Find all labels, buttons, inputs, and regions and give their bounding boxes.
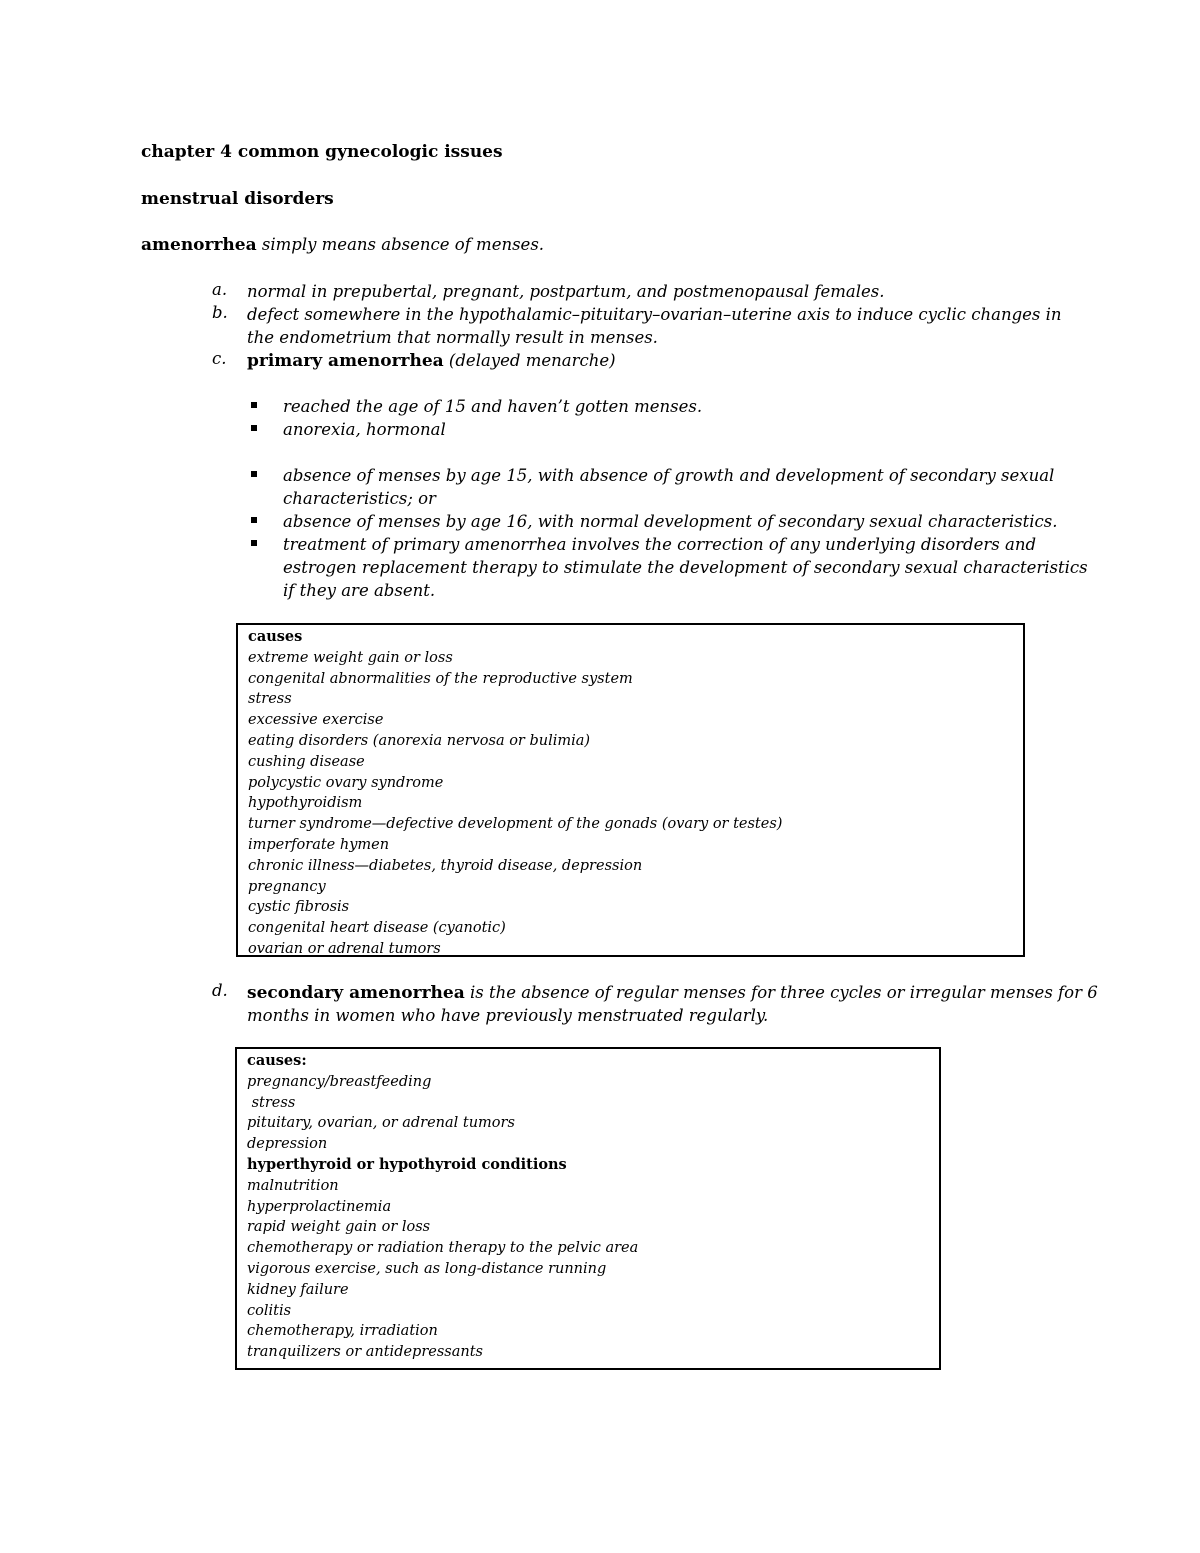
- list-item-d-line2: months in women who have previously menstruated regularly.: [247, 1006, 769, 1025]
- primary-amenorrhea-term: primary amenorrhea: [247, 351, 444, 371]
- list-item: eating disorders (anorexia nervosa or bulimia): [248, 732, 591, 749]
- list-item: polycystic ovary syndrome: [248, 774, 444, 791]
- list-item: cystic fibrosis: [248, 899, 350, 916]
- list-item-d-line1: [247, 981, 1098, 1005]
- bullet-icon: [251, 425, 257, 431]
- list-item: hyperprolactinemia: [247, 1198, 392, 1215]
- list-item: pregnancy/breastfeeding: [247, 1073, 432, 1090]
- list-marker-d: d.: [212, 981, 228, 1000]
- list-item: excessive exercise: [248, 712, 384, 729]
- bullet-item-1: reached the age of 15 and haven’t gotten menses.: [283, 397, 703, 416]
- list-item: turner syndrome—defective development of the gonads (ovary or testes): [248, 816, 783, 833]
- list-item: kidney failure: [247, 1281, 349, 1298]
- list-item: colitis: [247, 1302, 292, 1319]
- secondary-amenorrhea-term: secondary amenorrhea: [247, 983, 465, 1003]
- list-item: depression: [247, 1136, 328, 1153]
- intro-term: amenorrhea: [141, 235, 257, 255]
- bullet-icon: [251, 517, 257, 523]
- bullet-icon: [251, 471, 257, 477]
- bullet-icon: [251, 540, 257, 546]
- primary-amenorrhea-note: (delayed menarche): [443, 351, 616, 370]
- list-item: malnutrition: [247, 1177, 339, 1194]
- list-item: chronic illness—diabetes, thyroid disease, depression: [248, 857, 643, 874]
- list-item: hypothyroidism: [248, 795, 363, 812]
- intro-text: simply means absence of menses.: [256, 235, 545, 254]
- list-item: congenital heart disease (cyanotic): [248, 920, 506, 937]
- list-marker-a: a.: [212, 280, 228, 299]
- primary-causes-box: [236, 623, 1025, 957]
- list-item-b-line2: the endometrium that normally result in menses.: [247, 328, 658, 347]
- bullet-item-3-line1: absence of menses by age 15, with absence of growth and development of secondary sexual: [283, 466, 1055, 485]
- list-item: tranquilizers or antidepressants: [247, 1344, 483, 1361]
- list-item: pregnancy: [248, 878, 326, 895]
- list-item-a: normal in prepubertal, pregnant, postpartum, and postmenopausal females.: [247, 282, 885, 301]
- list-item: congenital abnormalities of the reproductive system: [248, 670, 633, 687]
- list-item-c: [247, 349, 616, 373]
- list-item: stress: [247, 1094, 296, 1111]
- list-item: imperforate hymen: [248, 836, 390, 853]
- list-item: pituitary, ovarian, or adrenal tumors: [247, 1115, 515, 1132]
- bullet-item-5-line1: treatment of primary amenorrhea involves the correction of any underlying disorders and: [283, 535, 1037, 554]
- secondary-amenorrhea-definition: is the absence of regular menses for three cycles or irregular menses for 6: [464, 983, 1098, 1002]
- secondary-causes-box: [235, 1047, 941, 1370]
- list-item: extreme weight gain or loss: [248, 649, 453, 666]
- list-item: vigorous exercise, such as long-distance running: [247, 1260, 607, 1277]
- bullet-item-4: absence of menses by age 16, with normal development of secondary sexual characteristics.: [283, 512, 1058, 531]
- bullet-item-3-line2: characteristics; or: [283, 489, 436, 508]
- list-item: hyperthyroid or hypothyroid conditions: [247, 1155, 567, 1173]
- list-item: stress: [248, 691, 292, 708]
- chapter-heading: chapter 4 common gynecologic issues: [141, 142, 503, 162]
- bullet-item-5-line3: if they are absent.: [283, 581, 436, 600]
- list-marker-b: b.: [212, 303, 228, 322]
- box-title: causes:: [247, 1052, 307, 1069]
- box-title: causes: [248, 628, 303, 645]
- intro-paragraph: [141, 233, 544, 257]
- list-item: chemotherapy or radiation therapy to the pelvic area: [247, 1240, 639, 1257]
- list-item: ovarian or adrenal tumors: [248, 940, 441, 957]
- list-item: chemotherapy, irradiation: [247, 1323, 438, 1340]
- list-item: rapid weight gain or loss: [247, 1219, 431, 1236]
- bullet-item-2: anorexia, hormonal: [283, 420, 446, 439]
- list-item-b-line1: defect somewhere in the hypothalamic–pituitary–ovarian–uterine axis to induce cyclic changes in: [247, 305, 1062, 324]
- bullet-icon: [251, 402, 257, 408]
- section-heading: menstrual disorders: [141, 189, 334, 209]
- bullet-item-5-line2: estrogen replacement therapy to stimulate the development of secondary sexual characteristics: [283, 558, 1088, 577]
- list-marker-c: c.: [212, 349, 227, 368]
- list-item: cushing disease: [248, 753, 365, 770]
